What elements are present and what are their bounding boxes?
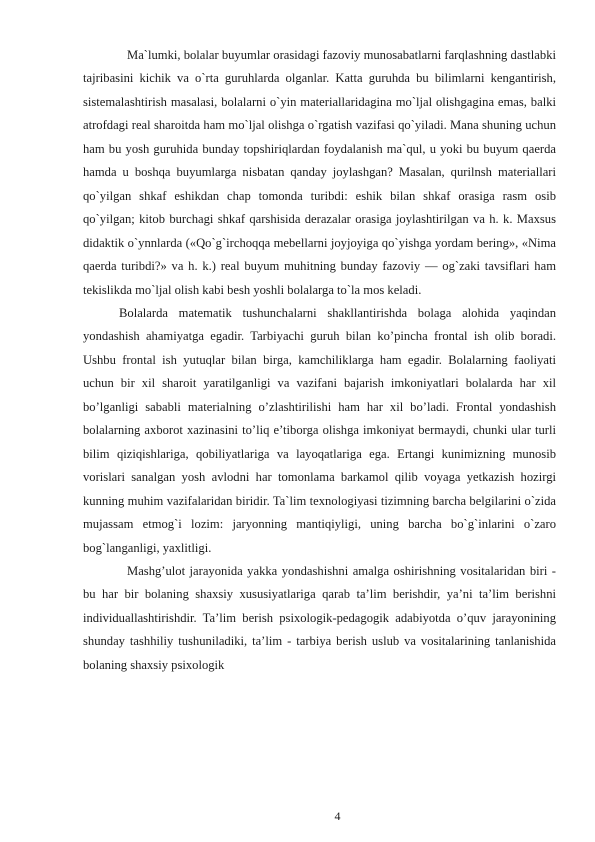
paragraph-spatial-orientation: Ma`lumki, bolalar buyumlar orasidagi fazoviy munosabatlarni farqlashning dastlabki tajribasini kichik va o`rta guruhlarda olganlar. Katta guruhda bu bilimlarni kengantirish, sistemalashtirish masalasi, bolalarni o`yin materiallaridagina mo`ljal olishgagina emas, balki atrofdagi real sharoitda ham mo`ljal olishga o`rgatish vazifasi qo`yiladi. Mana shuning uchun ham bu yosh guruhida bunday topshiriqlardan foydalanish ma`qul, u yoki bu buyum qaerda hamda u boshqa buyumlarga nisbatan qanday joylashgan? Masalan, qurilnsh materiallari qo`yilgan shkaf eshikdan chap tomonda turibdi: eshik bilan shkaf orasiga rasm osib qo`yilgan; kitob burchagi shkaf qarshisida derazalar orasiga joylashtirilgan va h. k. Maxsus didaktik o`ynnlarda («Qo`g`irchoqqa mebellarni joyjoyiga qo`yishga yordam bering», «Nima qaerda turibdi?» va h. k.) real buyum muhitning bunday fazoviy — og`zaki tavsiflari ham tekislikda mo`ljal olish kabi besh yoshli bolalarga to`la mos keladi. <box>83 48 556 297</box>
page-number: 4 <box>334 809 341 823</box>
paragraph-individualized-teaching: Mashg’ulot jarayonida yakka yondashishni amalga oshirishning vositalaridan biri - bu har bir bolaning shaxsiy xususiyatlariga qarab ta’lim berishdir, ya’ni ta’lim berishni individuallashtirishdir. Ta’lim berish psixologik-pedagogik adabiyotda o’quv jarayonining shunday tashhiliy tushuniladiki, ta’lim - tarbiya berish uslub va vositalarining tanlanishida bolaning shaxsiy psixologik <box>83 563 556 672</box>
body-text <box>83 44 556 677</box>
paragraph-individual-approach: Bolalarda matematik tushunchalarni shakllantirishda bolaga alohida yaqindan yondashish ahamiyatga egadir. Tarbiyachi guruh bilan ko’pincha frontal ish olib boradi. Ushbu frontal ish yutuqlar bilan birga, kamchiliklarga ham egadir. Bolalarning faoliyati uchun bir xil sharoit yaratilganligi va vazifani bajarish imkoniyatlari bolalarda har xil bo’lganligi sababli materialning o’zlashtirilishi ham har xil bo’ladi. Frontal yondashish bolalarning axborot xazinasini to’liq e’tiborga olishga imkoniyat bermaydi, chunki ular turli bilim qiziqishlariga, qobiliyatlariga va layoqatlariga ega. Ertangi kunimizning munosib vorislari sanalgan yosh avlodni har tomonlama barkamol qilib voyaga yetkazish hozirgi kunning muhim vazifalaridan biridir. Ta`lim texnologiyasi tizimning barcha belgilarini o`zida mujassam etmog`i lozim: jaryonning mantiqiyligi, uning barcha bo`g`inlarini o`zaro bog`langanligi, yaxlitligi. <box>83 305 556 555</box>
